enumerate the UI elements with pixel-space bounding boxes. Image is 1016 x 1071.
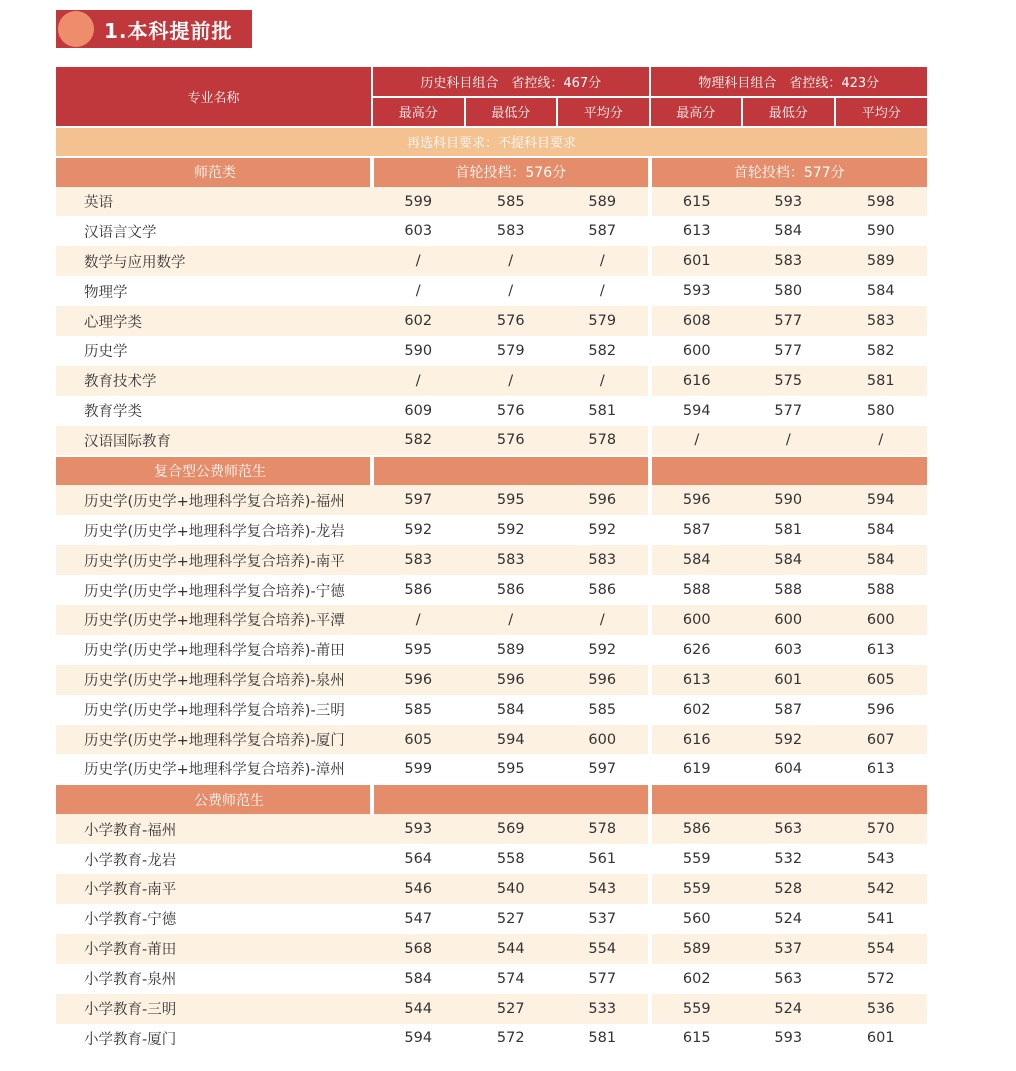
history-avg-cell: 578 — [557, 426, 650, 456]
history-avg-cell: / — [599, 283, 605, 300]
history-avg-cell: 583 — [557, 545, 650, 575]
history-max-cell: / — [372, 605, 465, 635]
physics-max-cell: 616 — [650, 725, 743, 755]
history-min-cell: 576 — [465, 306, 558, 336]
section-header-row — [56, 157, 927, 187]
history-min-cell: 595 — [465, 485, 558, 515]
history-min-cell: 579 — [496, 342, 525, 359]
physics-max-cell: 594 — [650, 396, 743, 426]
history-min-cell: 585 — [465, 187, 558, 217]
history-max-cell: 605 — [372, 725, 465, 755]
table-row — [56, 695, 927, 725]
table-row — [56, 426, 927, 456]
physics-avg-cell: 590 — [866, 223, 895, 240]
physics-avg-cell: 536 — [835, 994, 928, 1024]
history-min-cell: 527 — [465, 994, 558, 1024]
major-name-cell: 历史学(历史学+地理科学复合培养)-厦门 — [56, 725, 372, 755]
major-name-cell: 小学教育-莆田 — [56, 934, 372, 964]
history-max-cell: 585 — [404, 701, 433, 718]
table-row — [56, 575, 927, 605]
major-name-cell: 小学教育-三明 — [56, 994, 372, 1024]
physics-group-header: 物理科目组合 省控线：423分 — [650, 67, 928, 97]
physics-max-cell: 588 — [650, 575, 743, 605]
history-max-cell: 594 — [404, 1030, 433, 1047]
history-avg-cell: 577 — [588, 970, 617, 987]
table-row — [56, 485, 927, 515]
history-max-cell: 584 — [404, 970, 433, 987]
physics-cutoff — [650, 784, 928, 814]
physics-avg-cell: 588 — [866, 582, 895, 599]
physics-max-cell: 584 — [650, 545, 743, 575]
major-name-cell: 历史学(历史学+地理科学复合培养)-三明 — [84, 703, 345, 720]
history-avg-cell: 589 — [557, 187, 650, 217]
history-avg-cell: 597 — [588, 760, 617, 777]
major-name-cell: 历史学(历史学+地理科学复合培养)-漳州 — [84, 762, 345, 779]
table-row — [56, 306, 927, 336]
physics-avg-cell: 594 — [835, 485, 928, 515]
major-name-cell: 数学与应用数学 — [56, 246, 372, 276]
history-max-cell: 599 — [404, 760, 433, 777]
table-row — [56, 515, 927, 545]
physics-min-cell: 563 — [774, 970, 803, 987]
physics-max-cell: 626 — [650, 635, 743, 665]
section-name: 师范类 — [56, 157, 372, 187]
table-body — [56, 127, 927, 1054]
table-row — [56, 964, 927, 994]
history-max-cell: 602 — [372, 306, 465, 336]
table-row — [56, 187, 927, 217]
physics-cutoff: 首轮投档：577分 — [650, 157, 928, 187]
history-avg-header: 平均分 — [557, 97, 650, 127]
history-avg-cell: 554 — [557, 934, 650, 964]
physics-avg-cell: 601 — [866, 1030, 895, 1047]
history-max-cell: 609 — [404, 402, 433, 419]
physics-min-cell: 588 — [774, 582, 803, 599]
physics-max-cell: 619 — [650, 754, 743, 784]
history-avg-cell: 581 — [588, 402, 617, 419]
history-min-cell: 583 — [496, 223, 525, 240]
physics-min-cell: 584 — [774, 223, 803, 240]
history-min-cell: / — [465, 605, 558, 635]
history-min-cell: 540 — [465, 874, 558, 904]
history-min-cell: 595 — [496, 760, 525, 777]
history-max-cell: 596 — [372, 665, 465, 695]
history-min-cell: 584 — [496, 701, 525, 718]
major-name-cell: 历史学(历史学+地理科学复合培养)-南平 — [56, 545, 372, 575]
section-title: 1.本科提前批 — [104, 18, 233, 43]
physics-avg-cell: 613 — [866, 760, 895, 777]
table-row — [56, 605, 927, 635]
table-row — [56, 934, 927, 964]
history-avg-cell: 596 — [557, 485, 650, 515]
physics-min-cell: 583 — [742, 246, 835, 276]
physics-max-cell: 589 — [650, 934, 743, 964]
physics-max-header: 最高分 — [650, 97, 743, 127]
section-name: 复合型公费师范生 — [56, 456, 372, 486]
major-name-cell: 历史学(历史学+地理科学复合培养)-福州 — [56, 485, 372, 515]
physics-avg-cell: 554 — [835, 934, 928, 964]
history-max-cell: 593 — [372, 814, 465, 844]
physics-avg-cell: 605 — [835, 665, 928, 695]
major-name-cell: 小学教育-福州 — [56, 814, 372, 844]
physics-avg-cell: 589 — [835, 246, 928, 276]
major-name-cell: 英语 — [56, 187, 372, 217]
major-name-cell: 物理学 — [84, 284, 128, 301]
history-avg-cell: 561 — [588, 851, 617, 868]
table-row — [56, 814, 927, 844]
physics-min-cell: 604 — [774, 760, 803, 777]
history-max-cell: / — [415, 283, 421, 300]
physics-avg-cell: 542 — [835, 874, 928, 904]
major-name-cell: 教育学类 — [84, 404, 142, 421]
history-avg-cell: 537 — [588, 910, 617, 927]
history-avg-cell: 585 — [588, 701, 617, 718]
history-max-cell: 568 — [372, 934, 465, 964]
history-min-cell: 572 — [496, 1030, 525, 1047]
history-group-header: 历史科目组合 省控线：467分 — [372, 67, 650, 97]
physics-max-cell: 559 — [650, 874, 743, 904]
history-min-cell: 544 — [465, 934, 558, 964]
table-row — [56, 246, 927, 276]
table-row — [56, 366, 927, 396]
physics-max-cell: 593 — [650, 276, 743, 306]
history-min-cell: 589 — [496, 641, 525, 658]
history-min-cell: 596 — [465, 665, 558, 695]
physics-max-cell: 616 — [650, 366, 743, 396]
physics-avg-cell: 584 — [866, 283, 895, 300]
physics-min-cell: 524 — [742, 994, 835, 1024]
physics-max-cell: 586 — [650, 814, 743, 844]
history-max-cell: 592 — [404, 522, 433, 539]
history-max-cell: 597 — [372, 485, 465, 515]
history-cutoff — [372, 784, 650, 814]
history-cutoff: 首轮投档：576分 — [372, 157, 650, 187]
physics-min-cell: 524 — [774, 910, 803, 927]
physics-min-cell: 593 — [742, 187, 835, 217]
table-row — [56, 336, 927, 366]
major-name-cell: 小学教育-南平 — [56, 874, 372, 904]
history-avg-cell: 578 — [557, 814, 650, 844]
history-min-cell: 592 — [496, 522, 525, 539]
physics-avg-cell: 543 — [866, 851, 895, 868]
physics-max-cell: 559 — [650, 844, 743, 874]
table-row — [56, 874, 927, 904]
history-max-cell: 603 — [404, 223, 433, 240]
table-row — [56, 635, 927, 665]
history-min-cell: 586 — [496, 582, 525, 599]
history-max-cell: 583 — [372, 545, 465, 575]
history-avg-cell: 596 — [557, 665, 650, 695]
physics-avg-cell: 570 — [835, 814, 928, 844]
table-row — [56, 545, 927, 575]
history-avg-cell: 579 — [557, 306, 650, 336]
physics-max-cell: 559 — [650, 994, 743, 1024]
major-name-cell: 心理学类 — [56, 306, 372, 336]
physics-avg-cell: 613 — [866, 641, 895, 658]
history-min-cell: / — [465, 246, 558, 276]
history-min-cell: 527 — [496, 910, 525, 927]
physics-avg-cell: 596 — [866, 701, 895, 718]
physics-max-cell: 601 — [650, 246, 743, 276]
physics-min-cell: 563 — [742, 814, 835, 844]
history-min-header: 最低分 — [465, 97, 558, 127]
physics-min-cell: 593 — [774, 1030, 803, 1047]
history-min-cell: 558 — [496, 851, 525, 868]
history-cutoff — [372, 456, 650, 486]
history-max-cell: / — [372, 246, 465, 276]
physics-max-cell: / — [650, 426, 743, 456]
header-row-groups — [56, 67, 927, 97]
physics-min-cell: 590 — [742, 485, 835, 515]
physics-min-cell: 577 — [742, 306, 835, 336]
physics-min-cell: 601 — [742, 665, 835, 695]
history-max-cell: 599 — [372, 187, 465, 217]
history-min-cell: 583 — [465, 545, 558, 575]
physics-avg-cell: 541 — [866, 910, 895, 927]
physics-cutoff — [650, 456, 928, 486]
physics-avg-cell: 581 — [835, 366, 928, 396]
table-row — [56, 1024, 927, 1054]
history-min-cell: 576 — [496, 402, 525, 419]
history-avg-cell: / — [557, 246, 650, 276]
physics-min-cell: 577 — [774, 402, 803, 419]
major-name-cell: 历史学(历史学+地理科学复合培养)-泉州 — [56, 665, 372, 695]
physics-avg-cell: 584 — [835, 545, 928, 575]
physics-min-cell: 581 — [774, 522, 803, 539]
physics-min-cell: / — [742, 426, 835, 456]
history-avg-cell: 533 — [557, 994, 650, 1024]
major-name-cell: 汉语言文学 — [84, 224, 157, 241]
major-name-cell: 教育技术学 — [56, 366, 372, 396]
physics-max-cell: 560 — [650, 904, 743, 934]
admission-score-table — [56, 67, 927, 1053]
physics-min-cell: 584 — [742, 545, 835, 575]
history-max-cell: 595 — [404, 641, 433, 658]
table-row — [56, 276, 927, 306]
history-max-cell: 590 — [404, 342, 433, 359]
history-avg-cell: 592 — [588, 522, 617, 539]
physics-min-cell: 603 — [774, 641, 803, 658]
section-title-banner — [56, 10, 252, 48]
physics-max-cell: 613 — [650, 665, 743, 695]
history-min-cell: / — [508, 283, 514, 300]
history-max-cell: 564 — [404, 851, 433, 868]
history-max-cell: 586 — [404, 582, 433, 599]
history-min-cell: 594 — [465, 725, 558, 755]
history-max-cell: 544 — [372, 994, 465, 1024]
history-max-cell: 582 — [372, 426, 465, 456]
history-min-cell: 574 — [496, 970, 525, 987]
major-name-cell: 小学教育-厦门 — [84, 1031, 177, 1048]
physics-min-cell: 600 — [742, 605, 835, 635]
physics-max-cell: 602 — [650, 695, 743, 725]
major-name-cell: 历史学(历史学+地理科学复合培养)-龙岩 — [84, 523, 345, 540]
physics-avg-cell: 598 — [835, 187, 928, 217]
physics-min-cell: 587 — [774, 701, 803, 718]
major-name-cell: 汉语国际教育 — [56, 426, 372, 456]
history-min-cell: 576 — [465, 426, 558, 456]
history-avg-cell: 581 — [588, 1030, 617, 1047]
physics-max-cell: 596 — [650, 485, 743, 515]
major-name-cell: 历史学(历史学+地理科学复合培养)-莆田 — [84, 643, 345, 660]
physics-min-cell: 528 — [742, 874, 835, 904]
physics-max-cell: 587 — [650, 515, 743, 545]
history-avg-cell: 543 — [557, 874, 650, 904]
history-avg-cell: 582 — [588, 342, 617, 359]
table-row — [56, 904, 927, 934]
physics-min-cell: 577 — [774, 342, 803, 359]
physics-avg-cell: 584 — [866, 522, 895, 539]
table-row — [56, 994, 927, 1024]
major-name-cell: 小学教育-龙岩 — [84, 852, 177, 869]
history-avg-cell: 592 — [588, 641, 617, 658]
table-row — [56, 754, 927, 784]
physics-max-cell: 615 — [650, 187, 743, 217]
physics-min-cell: 580 — [774, 283, 803, 300]
section-header-row — [56, 784, 927, 814]
physics-max-cell: 615 — [650, 1024, 743, 1054]
physics-min-cell: 575 — [742, 366, 835, 396]
history-max-cell: 546 — [372, 874, 465, 904]
physics-min-header: 最低分 — [742, 97, 835, 127]
circle-bullet-icon — [58, 11, 94, 47]
major-name-cell: 小学教育-泉州 — [84, 972, 177, 989]
physics-min-cell: 537 — [742, 934, 835, 964]
history-avg-cell: / — [557, 605, 650, 635]
major-name-header: 专业名称 — [56, 67, 372, 127]
major-name-cell: 历史学 — [84, 344, 128, 361]
history-avg-cell: 600 — [557, 725, 650, 755]
history-avg-cell: 587 — [588, 223, 617, 240]
physics-avg-cell: 607 — [835, 725, 928, 755]
physics-avg-header: 平均分 — [835, 97, 928, 127]
table-row — [56, 396, 927, 426]
physics-avg-cell: 600 — [835, 605, 928, 635]
major-name-cell: 小学教育-宁德 — [84, 912, 177, 929]
table-row — [56, 665, 927, 695]
history-max-header: 最高分 — [372, 97, 465, 127]
history-max-cell: / — [372, 366, 465, 396]
table-row — [56, 216, 927, 246]
table-row — [56, 844, 927, 874]
subject-requirement-text: 再选科目要求：不提科目要求 — [56, 127, 927, 157]
physics-avg-cell: 580 — [866, 402, 895, 419]
history-avg-cell: 586 — [588, 582, 617, 599]
physics-avg-cell: 572 — [866, 970, 895, 987]
history-min-cell: / — [465, 366, 558, 396]
physics-max-cell: 613 — [650, 216, 743, 246]
section-header-row — [56, 456, 927, 486]
section-name: 公费师范生 — [56, 784, 372, 814]
physics-max-cell: 600 — [650, 336, 743, 366]
physics-avg-cell: 582 — [866, 342, 895, 359]
history-min-cell: 569 — [465, 814, 558, 844]
physics-avg-cell: / — [835, 426, 928, 456]
physics-avg-cell: 583 — [835, 306, 928, 336]
physics-min-cell: 592 — [742, 725, 835, 755]
major-name-cell: 历史学(历史学+地理科学复合培养)-平潭 — [56, 605, 372, 635]
physics-min-cell: 532 — [774, 851, 803, 868]
physics-max-cell: 602 — [650, 964, 743, 994]
physics-max-cell: 608 — [650, 306, 743, 336]
history-max-cell: 547 — [404, 910, 433, 927]
major-name-cell: 历史学(历史学+地理科学复合培养)-宁德 — [84, 583, 345, 600]
table-row — [56, 725, 927, 755]
history-avg-cell: / — [557, 366, 650, 396]
physics-max-cell: 600 — [650, 605, 743, 635]
subject-requirement-row — [56, 127, 927, 157]
